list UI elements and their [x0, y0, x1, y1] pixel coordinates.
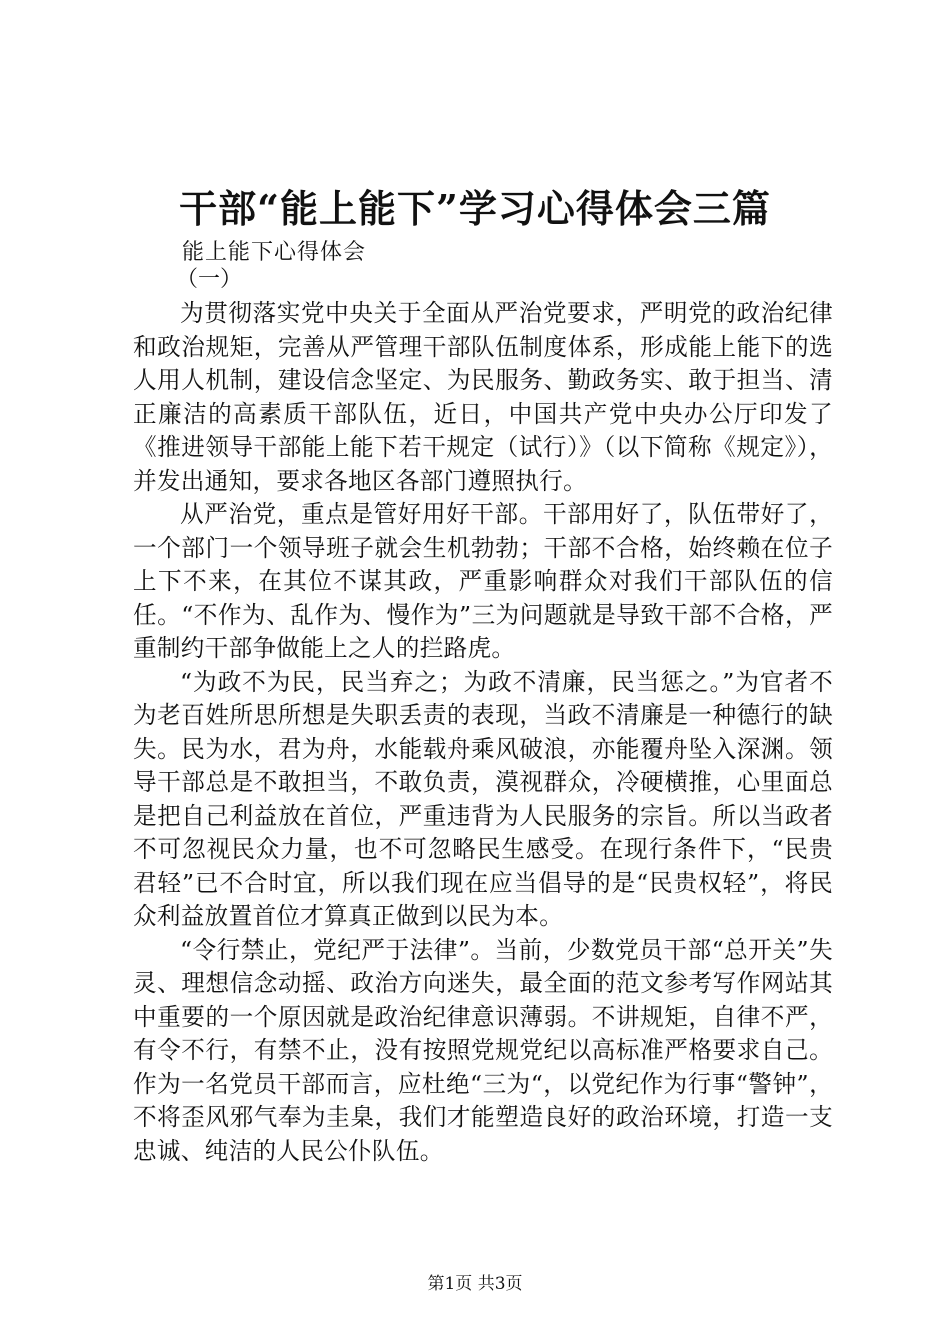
- paragraph: “令行禁止，党纪严于法律”。当前，少数党员干部“总开关”失灵、理想信念动摇、政治方向迷失，最全面的范文参考写作网站其中重要的一个原因就是政治纪律意识薄弱。不讲规矩，自律不严，有令不行，有禁不止，没有按照党规党纪以高标准严格要求自己。作为一名党员干部而言，应杜绝“三为“，以党纪作为行事“警钟”，不将歪风邪气奉为圭臬，我们才能塑造良好的政治环境，打造一支忠诚、纯洁的人民公仆队伍。: [133, 935, 833, 1165]
- document-body: [133, 297, 833, 1168]
- paragraph: 从严治党，重点是管好用好干部。干部用好了，队伍带好了，一个部门一个领导班子就会生机勃勃；干部不合格，始终赖在位子上下不来，在其位不谋其政，严重影响群众对我们干部队伍的信任。“不作为、乱作为、慢作为”三为问题就是导致干部不合格，严重制约干部争做能上之人的拦路虎。: [133, 500, 833, 662]
- document-subtitle: 能上能下心得体会: [182, 240, 367, 265]
- section-label: （一）: [176, 267, 243, 292]
- page-footer: 第1页 共3页: [427, 1274, 523, 1294]
- document-title: 干部“能上能下”学习心得体会三篇: [179, 186, 771, 231]
- paragraph: 为贯彻落实党中央关于全面从严治党要求，严明党的政治纪律和政治规矩，完善从严管理干部队伍制度体系，形成能上能下的选人用人机制，建设信念坚定、为民服务、勤政务实、敢于担当、清正廉洁的高素质干部队伍，近日，中国共产党中央办公厅印发了《推进领导干部能上能下若干规定（试行）》（以下简称《规定》），并发出通知，要求各地区各部门遵照执行。: [133, 299, 833, 495]
- paragraph: “为政不为民，民当弃之；为政不清廉，民当惩之。”为官者不为老百姓所思所想是失职丢责的表现，当政不清廉是一种德行的缺失。民为水，君为舟，水能载舟乘风破浪，亦能覆舟坠入深渊。领导干部总是不敢担当，不敢负责，漠视群众，冷硬横推，心里面总是把自己利益放在首位，严重违背为人民服务的宗旨。所以当政者不可忽视民众力量，也不可忽略民生感受。在现行条件下，“民贵君轻”已不合时宜，所以我们现在应当倡导的是“民贵权轻”，将民众利益放置首位才算真正做到以民为本。: [133, 667, 833, 930]
